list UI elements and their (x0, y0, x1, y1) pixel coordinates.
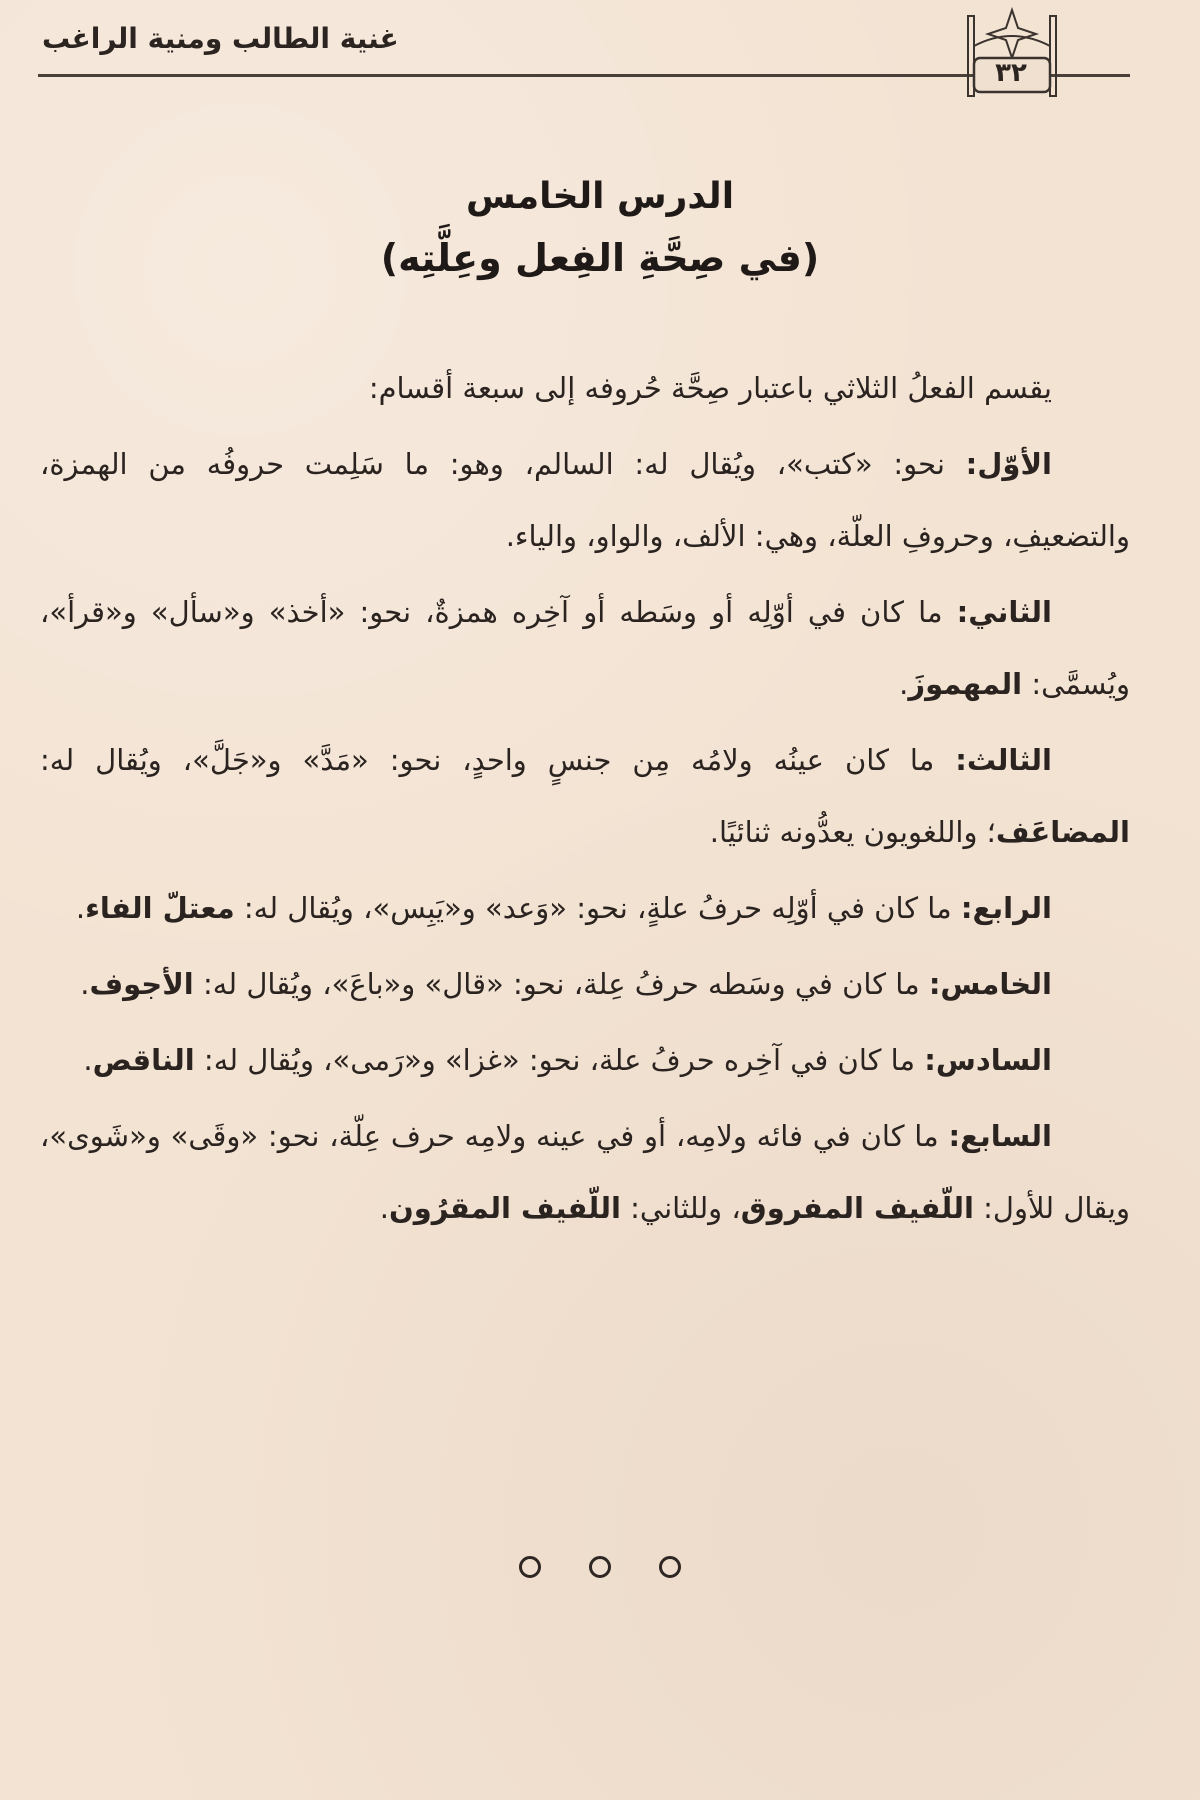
paragraph-tail: . (75, 891, 86, 925)
paragraph-fourth-type (40, 872, 1130, 944)
paragraph-tail: ، وللثاني: (620, 1191, 741, 1225)
paragraph-fifth-type (40, 948, 1130, 1020)
paragraph-second-type (40, 576, 1130, 720)
paragraph-lead: الأوّل: (965, 447, 1052, 481)
paragraph-term: معتلّ الفاء (85, 891, 235, 925)
paragraph-lead: الخامس: (928, 967, 1052, 1001)
paragraph-third-type (40, 724, 1130, 868)
paragraph-tail: . (83, 1043, 93, 1077)
paragraph-text: يقسم الفعلُ الثلاثي باعتبار صِحَّة حُروفه إلى سبعة أقسام: (368, 371, 1052, 405)
paragraph-text: ما كان في آخِره حرفُ علة، نحو: «غزا» و«رَمى»، ويُقال له: (194, 1043, 925, 1077)
paragraph-tail: ؛ واللغويون يعدُّونه ثنائيًا. (709, 815, 996, 849)
paragraph-text: ما كان في فائه ولامِه، أو في عينه ولامِه حرف عِلّة، نحو: «وقَى» و«شَوى»، ويقال للأول: (40, 1119, 1130, 1225)
running-header (0, 0, 1200, 110)
paragraph-term: المهموزَ (908, 667, 1023, 701)
paragraph-sixth-type (40, 1024, 1130, 1096)
paragraph-seventh-type (40, 1100, 1130, 1244)
circle-icon (659, 1556, 681, 1578)
circle-icon (519, 1556, 541, 1578)
lesson-title: الدرس الخامس (465, 176, 735, 217)
paragraph-tail: . (80, 967, 90, 1001)
paragraph-term: المضاعَف (995, 815, 1130, 849)
paragraph-lead: الثاني: (956, 595, 1052, 629)
paragraph-lead: الرابع: (960, 891, 1052, 925)
paragraph-text: ما كان في وسَطه حرفُ عِلة، نحو: «قال» و«باعَ»، ويُقال له: (193, 967, 929, 1001)
paragraph-tail-2: . (379, 1191, 389, 1225)
paragraph-lead: الثالث: (955, 743, 1052, 777)
page-number: ٣٢ (995, 58, 1027, 88)
paragraph-term: الأجوف (89, 967, 194, 1001)
intro-paragraph (40, 352, 1130, 424)
end-of-section-mark (0, 1556, 1200, 1582)
paragraph-lead: السابع: (948, 1119, 1052, 1153)
paragraph-tail: . (899, 667, 909, 701)
paragraph-text: نحو: «كتب»، ويُقال له: السالم، وهو: ما سَلِمت حروفُه من الهمزة، والتضعيفِ، وحروفِ العلّة، وهي: الألف، والواو، والياء. (40, 447, 1130, 553)
paragraph-lead: السادس: (924, 1043, 1052, 1077)
paragraph-text: ما كان في أوّلِه حرفُ علةٍ، نحو: «وَعد» و«يَبِس»، ويُقال له: (234, 891, 961, 925)
lesson-body (40, 352, 1130, 1244)
paragraph-term-2: اللّفيف المقرُون (388, 1191, 621, 1225)
paragraph-term: اللّفيف المفروق (740, 1191, 974, 1225)
paragraph-text: ما كان عينُه ولامُه مِن جنسٍ واحدٍ، نحو: «مَدَّ» و«جَلَّ»، ويُقال له: (40, 743, 956, 777)
paragraph-text: ما كان في أوّلِه أو وسَطه أو آخِره همزةٌ، نحو: «أخذ» و«سأل» و«قرأ»، ويُسمَّى: (40, 595, 1130, 701)
circle-icon (589, 1556, 611, 1578)
book-title: غنية الطالب ومنية الراغب (42, 22, 399, 55)
lesson-heading (0, 168, 1200, 290)
lesson-subtitle: (في صِحَّةِ الفِعل وعِلَّتِه) (380, 236, 820, 280)
paragraph-term: الناقص (92, 1043, 195, 1077)
paragraph-first-type (40, 428, 1130, 572)
